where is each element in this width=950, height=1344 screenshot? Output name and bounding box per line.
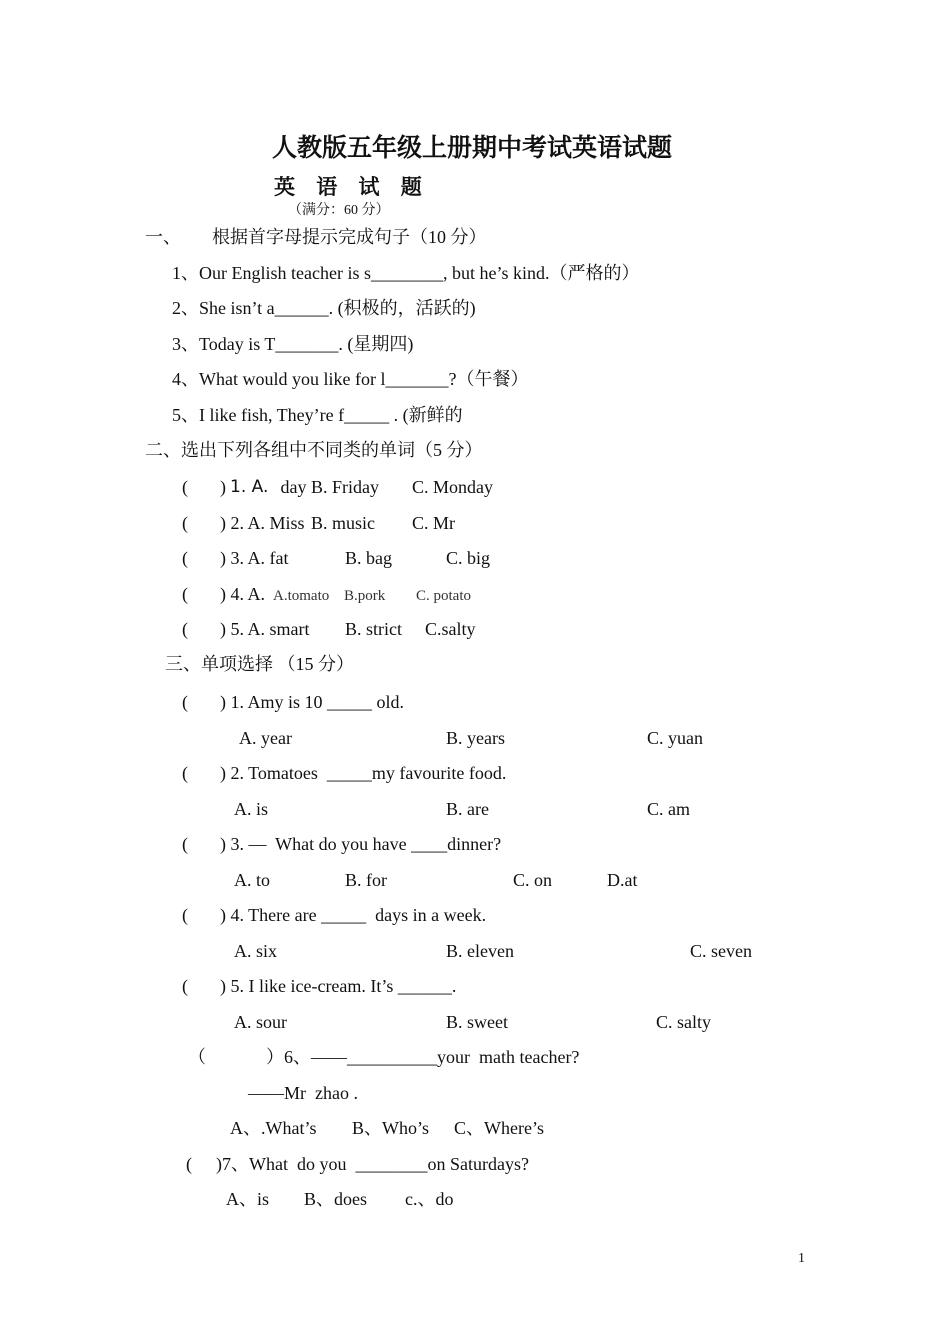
section2-q1-paren: ( — [182, 477, 188, 497]
section2-heading: 二、选出下列各组中不同类的单词（5 分） — [145, 440, 483, 460]
section3-q3-paren: ( — [182, 834, 188, 854]
section3-q6-stem: ）6、——__________your math teacher? — [266, 1047, 580, 1067]
section3-q1-option-c: C. yuan — [647, 728, 703, 748]
section3-q1-option-a: A. year — [239, 728, 292, 748]
section2-q5-option-c: C.salty — [425, 619, 476, 639]
section3-q2-option-b: B. are — [446, 799, 489, 819]
section3-q4-paren: ( — [182, 905, 188, 925]
section3-q5-paren: ( — [182, 976, 188, 996]
section2-q1-option-c: C. Monday — [412, 477, 493, 497]
section1-item-5: 5、I like fish, They’re f_____ . (新鲜的 — [172, 405, 463, 425]
section1-number: 一、 — [145, 227, 181, 247]
section2-q3-stem: ) 3. A. fat — [220, 548, 289, 568]
section3-q2-stem: ) 2. Tomatoes _____my favourite food. — [220, 763, 507, 783]
document-title: 人教版五年级上册期中考试英语试题 — [272, 135, 673, 162]
section3-q5-option-b: B. sweet — [446, 1012, 508, 1032]
section3-q1-option-b: B. years — [446, 728, 505, 748]
section3-q3-option-d: D.at — [607, 870, 638, 890]
page-number: 1 — [798, 1251, 805, 1266]
section3-q1-stem: ) 1. Amy is 10 _____ old. — [220, 692, 405, 712]
section3-q3-option-c: C. on — [513, 870, 553, 890]
section1-item-3: 3、Today is T_______. (星期四) — [172, 334, 414, 354]
section2-q1-option-b: day B. Friday — [276, 477, 379, 497]
section3-q6-option-b: B、Who’s — [352, 1118, 430, 1138]
section2-q1-num: ) — [220, 477, 231, 497]
section3-q4-stem: ) 4. There are _____ days in a week. — [220, 905, 487, 925]
section2-q2-option-c: C. Mr — [412, 513, 456, 533]
section2-q3-paren: ( — [182, 548, 188, 568]
section2-q4-option-a: A.tomato — [273, 588, 330, 604]
section3-q7-option-b: B、does — [304, 1189, 367, 1209]
document-subtitle: 英 语 试 题 — [274, 175, 430, 199]
section2-q4-paren: ( — [182, 584, 188, 604]
section3-q5-option-a: A. sour — [234, 1012, 287, 1032]
section2-q5-option-b: B. strict — [345, 619, 402, 639]
section3-q4-option-a: A. six — [234, 941, 278, 961]
section2-q2-stem: ) 2. A. Miss — [220, 513, 305, 533]
section3-q5-stem: ) 5. I like ice-cream. It’s ______. — [220, 976, 457, 996]
section3-q6-option-a: A、.What’s — [230, 1118, 317, 1138]
section3-q7-paren: ( — [186, 1154, 192, 1174]
section3-q7-option-c: c.、do — [405, 1189, 454, 1209]
section3-q4-option-b: B. eleven — [446, 941, 514, 961]
section2-q1-option-a: 1. A. — [230, 477, 269, 497]
section2-q2-paren: ( — [182, 513, 188, 533]
section3-q2-option-a: A. is — [234, 799, 269, 819]
section3-q3-option-a: A. to — [234, 870, 270, 890]
section2-q3-option-c: C. big — [446, 548, 491, 568]
section2-q3-option-b: B. bag — [345, 548, 392, 568]
section1-item-1: 1、Our English teacher is s________, but he’s kind.（严格的） — [172, 263, 640, 283]
section3-q3-option-b: B. for — [345, 870, 387, 890]
section3-q2-paren: ( — [182, 763, 188, 783]
section3-q3-stem: ) 3. — What do you have ____dinner? — [220, 834, 502, 854]
section3-q6-option-c: C、Where’s — [454, 1118, 544, 1138]
section2-q4-option-b: B.pork — [344, 588, 386, 604]
section2-q4-stem: ) 4. A. — [220, 584, 265, 604]
section3-q2-option-c: C. am — [647, 799, 690, 819]
section2-q4-option-c: C. potato — [416, 588, 471, 604]
section1-heading: 根据首字母提示完成句子（10 分） — [212, 227, 487, 247]
full-score: （满分：60 分） — [288, 203, 390, 218]
section3-q5-option-c: C. salty — [656, 1012, 712, 1032]
section1-item-4: 4、What would you like for l_______?（午餐） — [172, 369, 529, 389]
section3-q7-stem: )7、What do you ________on Saturdays? — [216, 1154, 529, 1174]
section3-q6-paren: （ — [188, 1047, 206, 1067]
section2-q5-stem: ) 5. A. smart — [220, 619, 310, 639]
section3-q6-answer: ——Mr zhao . — [248, 1083, 358, 1103]
section2-q5-paren: ( — [182, 619, 188, 639]
section3-q1-paren: ( — [182, 692, 188, 712]
section3-heading: 三、单项选择 （15 分） — [165, 654, 354, 674]
section3-q4-option-c: C. seven — [690, 941, 752, 961]
section1-item-2: 2、She isn’t a______. (积极的，活跃的) — [172, 298, 476, 318]
section3-q7-option-a: A、is — [226, 1189, 270, 1209]
section2-q2-option-b: B. music — [311, 513, 376, 533]
